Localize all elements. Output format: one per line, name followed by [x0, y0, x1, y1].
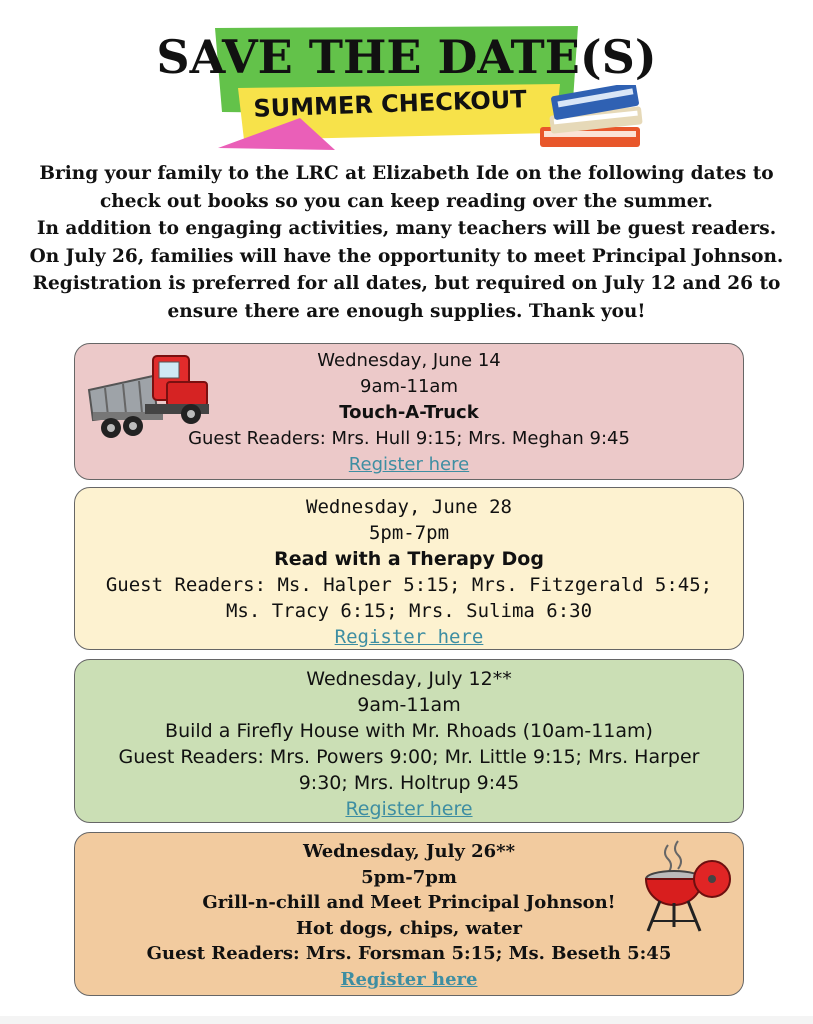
event-card-july-12	[74, 659, 744, 823]
books-icon	[530, 85, 645, 150]
intro-paragraph	[20, 160, 793, 325]
event-guest-readers: Guest Readers: Mrs. Powers 9:00; Mr. Little 9:15; Mrs. Harper	[118, 746, 700, 768]
event-guest-readers: Ms. Tracy 6:15; Mrs. Sulima 6:30	[225, 600, 593, 622]
event-time: 5pm-7pm	[368, 522, 450, 544]
register-link[interactable]: Register here	[334, 626, 484, 648]
event-extra: Hot dogs, chips, water	[296, 917, 522, 939]
page-bottom-edge	[0, 1016, 813, 1024]
event-date: Wednesday, June 14	[317, 350, 501, 371]
event-time: 9am-11am	[357, 694, 461, 716]
grill-icon	[638, 837, 733, 937]
event-guest-readers: 9:30; Mrs. Holtrup 9:45	[298, 772, 520, 794]
event-card-june-14	[74, 343, 744, 480]
event-guest-readers: Guest Readers: Mrs. Hull 9:15; Mrs. Meghan 9:45	[188, 428, 630, 449]
header-banner	[0, 0, 813, 160]
event-date: Wednesday, June 28	[306, 496, 512, 518]
event-card-july-26	[74, 832, 744, 996]
register-link[interactable]: Register here	[340, 968, 478, 990]
page-title: SAVE THE DATE(S)	[156, 30, 657, 84]
dump-truck-icon	[83, 348, 213, 440]
event-activity: Build a Firefly House with Mr. Rhoads (10am-11am)	[165, 720, 653, 742]
intro-line: In addition to engaging activities, many teachers will be guest readers.	[36, 218, 777, 239]
event-time: 5pm-7pm	[361, 866, 457, 888]
event-activity: Touch-A-Truck	[339, 402, 479, 423]
intro-line: Bring your family to the LRC at Elizabeth Ide on the following dates to	[39, 163, 774, 184]
page-subtitle: SUMMER CHECKOUT	[252, 85, 528, 123]
event-date: Wednesday, July 12**	[306, 668, 512, 690]
event-guest-readers: Guest Readers: Mrs. Forsman 5:15; Ms. Beseth 5:45	[146, 943, 672, 964]
intro-line: Registration is preferred for all dates, but required on July 12 and 26 to	[32, 273, 781, 294]
intro-line: check out books so you can keep reading over the summer.	[100, 190, 713, 212]
register-link[interactable]: Register here	[345, 798, 473, 820]
event-card-june-28	[74, 487, 744, 650]
register-link[interactable]: Register here	[348, 454, 470, 475]
event-time: 9am-11am	[360, 376, 458, 397]
intro-line: ensure there are enough supplies. Thank you!	[167, 300, 646, 322]
intro-line: On July 26, families will have the opportunity to meet Principal Johnson.	[29, 245, 784, 267]
event-guest-readers: Guest Readers: Ms. Halper 5:15; Mrs. Fitzgerald 5:45;	[105, 574, 713, 596]
event-date: Wednesday, July 26**	[302, 841, 516, 862]
event-activity: Grill-n-chill and Meet Principal Johnson!	[202, 892, 616, 913]
event-activity: Read with a Therapy Dog	[274, 548, 544, 570]
